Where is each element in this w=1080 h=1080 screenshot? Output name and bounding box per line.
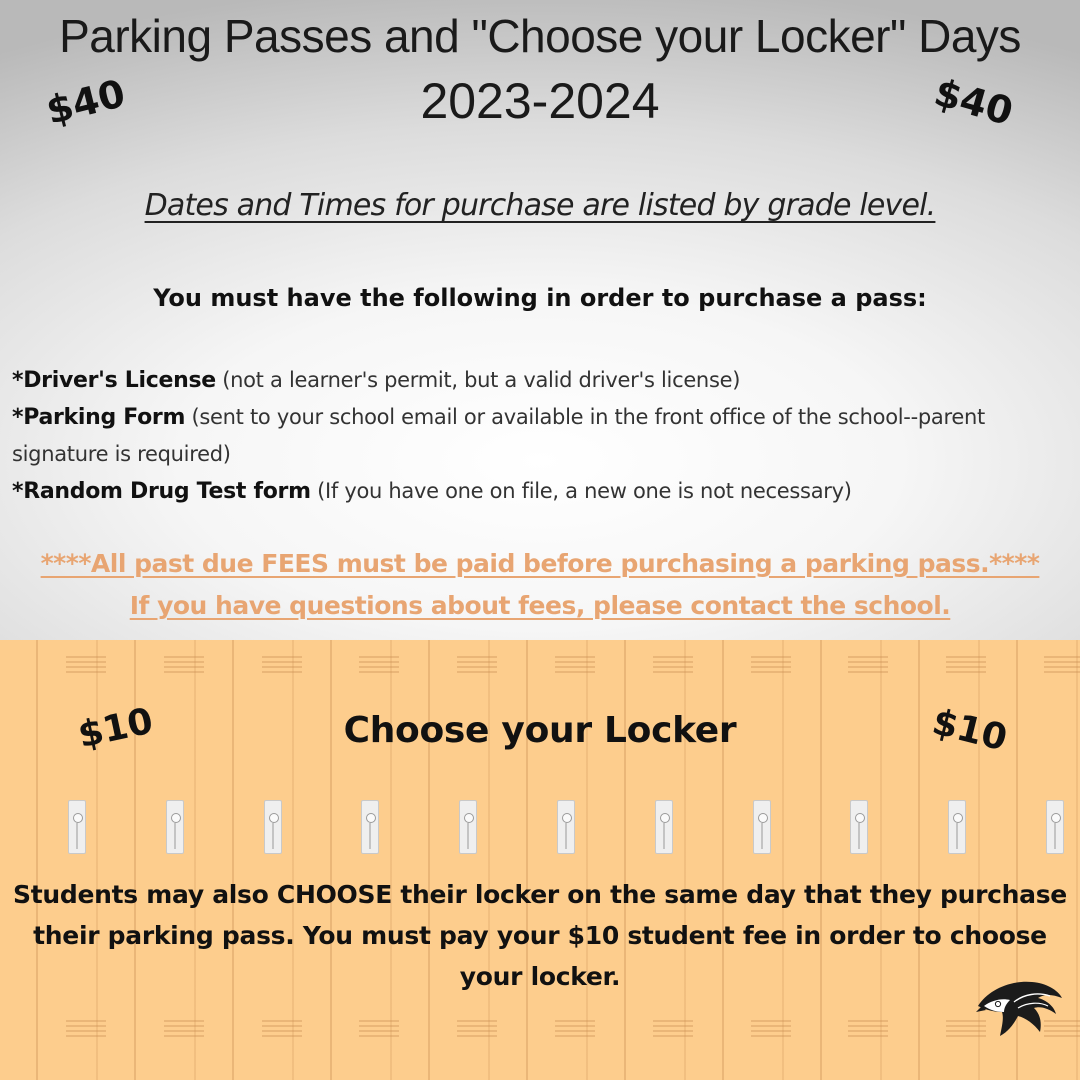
locker-handle — [948, 800, 966, 854]
locker-vent — [359, 1020, 399, 1038]
page-title: Parking Passes and "Choose your Locker" Days — [59, 10, 1021, 62]
hawk-icon — [974, 976, 1064, 1040]
requirement-label: *Random Drug Test form — [12, 479, 311, 504]
locker-vent — [457, 656, 497, 674]
locker-handle — [655, 800, 673, 854]
requirement-label: *Driver's License — [12, 368, 216, 393]
locker-vent — [1044, 656, 1080, 674]
locker-vent — [164, 656, 204, 674]
locker-price-right: $10 — [928, 701, 1011, 760]
locker-handle — [68, 800, 86, 854]
locker-handle — [850, 800, 868, 854]
locker-vent — [555, 656, 595, 674]
requirements-list — [12, 362, 1078, 510]
requirement-label: *Parking Form — [12, 405, 186, 430]
requirement-desc: (sent to your school email or available in the front office of the school--parent signature is required) — [12, 405, 985, 466]
fees-notice — [0, 543, 1080, 627]
locker-vent — [262, 1020, 302, 1038]
requirement-item — [12, 473, 1078, 510]
locker-handle — [166, 800, 184, 854]
locker-handle — [1046, 800, 1064, 854]
locker-handle — [264, 800, 282, 854]
requirement-desc: (If you have one on file, a new one is not necessary) — [310, 479, 852, 503]
locker-vent — [751, 1020, 791, 1038]
parking-price-left: $40 — [41, 71, 130, 133]
locker-handle — [753, 800, 771, 854]
locker-vent — [848, 656, 888, 674]
locker-vent — [164, 1020, 204, 1038]
school-year: 2023-2024 — [420, 73, 660, 129]
parking-price-right: $40 — [929, 69, 1018, 135]
locker-vent — [751, 656, 791, 674]
locker-section — [0, 640, 1080, 1080]
locker-vent — [555, 1020, 595, 1038]
requirements-heading: You must have the following in order to purchase a pass: — [153, 284, 927, 312]
dates-note — [0, 188, 1080, 223]
locker-handle — [361, 800, 379, 854]
locker-vent — [848, 1020, 888, 1038]
locker-vent — [457, 1020, 497, 1038]
locker-vent — [653, 1020, 693, 1038]
locker-price-left: $10 — [74, 700, 157, 757]
locker-vent — [262, 656, 302, 674]
locker-vent — [66, 656, 106, 674]
locker-vent — [66, 1020, 106, 1038]
fees-notice-line2: If you have questions about fees, please contact the school. — [129, 591, 951, 620]
locker-vent — [653, 656, 693, 674]
requirement-desc: (not a learner's permit, but a valid driver's license) — [215, 368, 741, 392]
locker-handle — [557, 800, 575, 854]
locker-heading: Choose your Locker — [343, 710, 737, 751]
locker-handle — [459, 800, 477, 854]
dates-note-text: Dates and Times for purchase are listed by grade level. — [144, 188, 936, 223]
requirement-item — [12, 362, 1078, 399]
locker-vent — [359, 656, 399, 674]
fees-notice-line1: ****All past due FEES must be paid before purchasing a parking pass.**** — [40, 549, 1040, 578]
requirement-item — [12, 399, 1078, 473]
locker-body-text: Students may also CHOOSE their locker on the same day that they purchase their parking pass. You must pay your $10 student fee in order to choose your locker. — [13, 880, 1067, 991]
locker-vent — [946, 656, 986, 674]
